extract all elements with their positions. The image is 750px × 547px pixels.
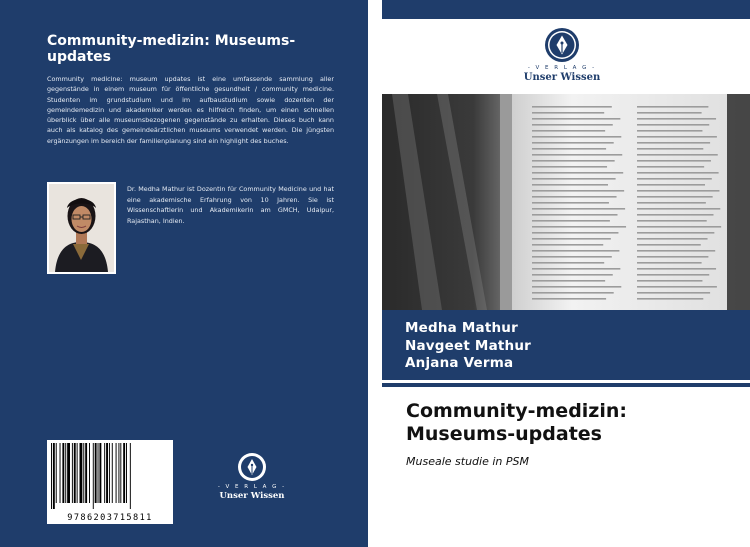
author-photo xyxy=(47,182,116,274)
author-list xyxy=(405,320,531,373)
publisher-verlag: - V E R L A G - xyxy=(217,484,287,490)
front-cover-subtitle: Museale studie in PSM xyxy=(406,455,529,468)
publisher-name: Unser Wissen xyxy=(523,72,601,83)
front-top-bar xyxy=(382,0,750,19)
barcode-bars xyxy=(50,443,170,509)
pen-nib-icon xyxy=(237,452,267,482)
spine xyxy=(368,0,382,547)
back-cover-title: Community-medizin: Museums-updates xyxy=(47,33,296,65)
publisher-name: Unser Wissen xyxy=(219,491,285,501)
author-portrait-icon xyxy=(49,184,114,272)
authors-band xyxy=(382,310,750,380)
book-blurb: Community medicine: museum updates ist eine umfassende sammlung aller gegenstände in einem museum für öffentliche gesundheit / community medicine. Studenten im grundstudium und im aufbaustudium sowie dozenten der gemeindemedizin und akademiker werden es hilfreich finden, um einen schnellen überblick über alle museumsbezogenen gegenstände zu erhalten. Dieses buch kann auch als katalog des gemeindeärztlichen museums verwendet werden. Die jüngsten ergänzungen im bereich der familienplanung sind ein highlight des buches. xyxy=(47,75,334,145)
front-cover-title: Community-medizin: Museums-updates xyxy=(406,400,628,445)
publisher-logo-back xyxy=(212,452,292,501)
author-name: Navgeet Mathur xyxy=(405,337,532,354)
author-name: Medha Mathur xyxy=(405,320,518,336)
isbn-number: 9786203715811 xyxy=(67,513,153,523)
pen-nib-icon xyxy=(544,27,580,63)
author-name: Anjana Verma xyxy=(405,355,514,371)
publisher-logo-front xyxy=(516,27,608,84)
open-book-photo xyxy=(382,94,750,310)
author-bio: Dr. Medha Mathur ist Dozentin für Community Medicine und hat eine akademische Erfahrung von 10 Jahren. Sie ist Wissenschaftlerin und Akademikerin am GMCH, Udaipur, Rajasthan, Indien. xyxy=(127,185,334,225)
isbn-barcode xyxy=(47,440,173,524)
publisher-verlag: - V E R L A G - xyxy=(527,65,597,71)
back-cover xyxy=(0,0,368,547)
title-rule xyxy=(382,383,750,387)
